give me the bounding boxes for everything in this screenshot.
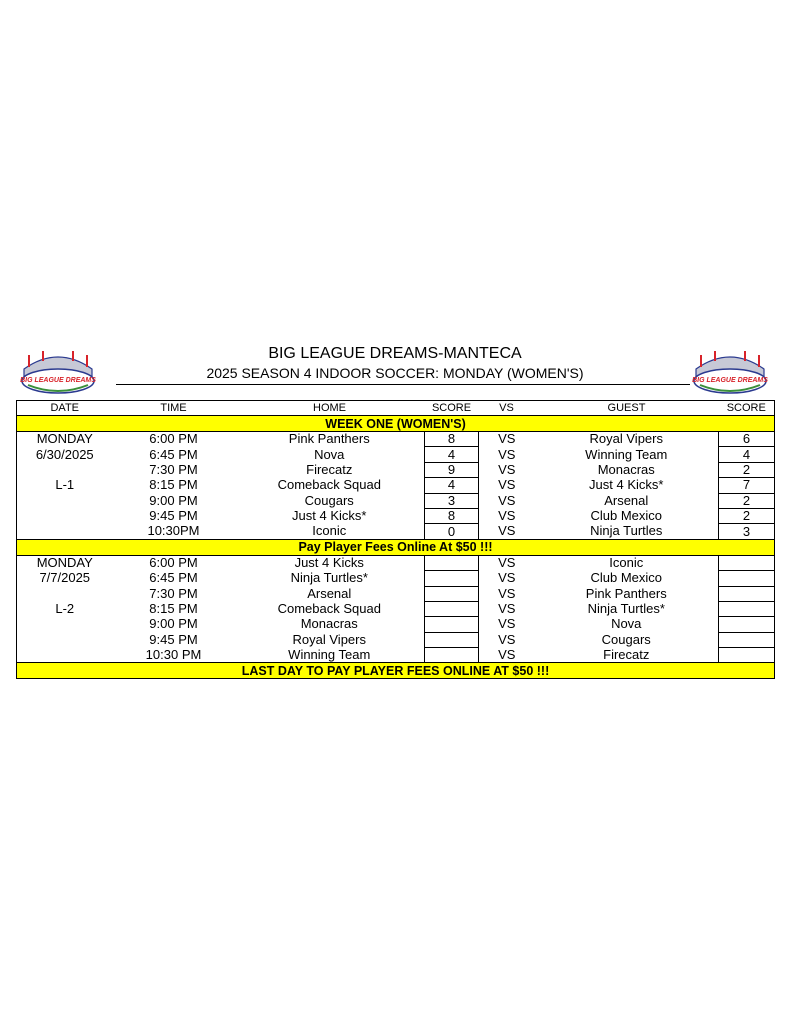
table-row xyxy=(17,555,775,570)
guest-team-cell: Cougars xyxy=(601,632,651,647)
versus-cell: VS xyxy=(498,555,516,571)
column-header-time: TIME xyxy=(113,401,235,416)
versus-cell: VS xyxy=(498,508,516,524)
home-score-cell xyxy=(425,601,479,616)
match-time-cell: 9:45 PM xyxy=(149,508,198,524)
schedule-header xyxy=(16,345,774,400)
column-header-guest-score: SCORE xyxy=(719,401,775,416)
guest-team-cell: Club Mexico xyxy=(590,570,663,586)
guest-score-cell xyxy=(719,586,775,601)
guest-score-cell: 4 xyxy=(719,447,775,462)
table-row xyxy=(17,617,775,632)
match-time-cell: 10:30 PM xyxy=(145,647,202,663)
table-row xyxy=(17,432,775,447)
home-score-cell: 8 xyxy=(425,432,479,447)
banner-row xyxy=(17,416,775,432)
page-title: BIG LEAGUE DREAMS-MANTECA xyxy=(268,345,522,362)
home-score-cell xyxy=(425,632,479,647)
table-row xyxy=(17,648,775,663)
banner-text: WEEK ONE (WOMEN'S) xyxy=(17,416,775,432)
match-time-cell: 9:00 PM xyxy=(149,616,198,632)
guest-score-cell xyxy=(719,555,775,570)
versus-cell: VS xyxy=(498,462,516,477)
guest-score-cell xyxy=(719,571,775,586)
guest-team-cell: Ninja Turtles xyxy=(590,523,663,539)
table-row xyxy=(17,524,775,539)
guest-score-cell xyxy=(719,648,775,663)
versus-cell: VS xyxy=(498,570,516,586)
guest-team-cell: Pink Panthers xyxy=(585,586,667,601)
column-header-home-score: SCORE xyxy=(425,401,479,416)
match-time-cell: 6:45 PM xyxy=(149,446,198,462)
home-score-cell: 4 xyxy=(425,478,479,493)
match-date-cell: 7/7/2025 xyxy=(39,570,91,586)
match-time-cell: 6:00 PM xyxy=(149,555,198,571)
table-row xyxy=(17,601,775,616)
home-team-cell: Arsenal xyxy=(307,586,352,601)
home-score-cell: 8 xyxy=(425,508,479,523)
match-time-cell: 8:15 PM xyxy=(149,477,198,493)
page-subtitle: 2025 SEASON 4 INDOOR SOCCER: MONDAY (WOMEN'S) xyxy=(206,365,584,381)
home-score-cell: 9 xyxy=(425,462,479,477)
versus-cell: VS xyxy=(498,647,516,663)
home-team-cell: Nova xyxy=(314,446,345,462)
match-date-cell: MONDAY xyxy=(36,431,93,447)
guest-score-cell: 3 xyxy=(719,524,775,539)
versus-cell: VS xyxy=(498,431,516,447)
guest-team-cell: Winning Team xyxy=(585,446,668,462)
home-team-cell: Pink Panthers xyxy=(288,431,370,447)
table-row xyxy=(17,508,775,523)
column-header-date: DATE xyxy=(17,401,113,416)
match-date-cell: L-1 xyxy=(55,477,75,493)
column-header-vs: VS xyxy=(479,401,535,416)
versus-cell: VS xyxy=(498,493,516,508)
match-time-cell: 6:45 PM xyxy=(149,570,198,586)
versus-cell: VS xyxy=(498,616,516,632)
table-row xyxy=(17,478,775,493)
schedule-sheet xyxy=(16,345,774,679)
guest-team-cell: Just 4 Kicks* xyxy=(589,477,664,493)
match-date-cell xyxy=(17,586,113,601)
match-time-cell: 7:30 PM xyxy=(149,586,198,601)
versus-cell: VS xyxy=(498,632,516,647)
guest-score-cell: 2 xyxy=(719,462,775,477)
guest-team-cell: Ninja Turtles* xyxy=(587,601,665,617)
match-date-cell: MONDAY xyxy=(36,555,93,571)
home-team-cell: Just 4 Kicks xyxy=(294,555,364,571)
guest-team-cell: Club Mexico xyxy=(590,508,663,524)
guest-team-cell: Monacras xyxy=(597,462,655,477)
versus-cell: VS xyxy=(498,523,516,539)
guest-score-cell xyxy=(719,632,775,647)
guest-score-cell: 7 xyxy=(719,478,775,493)
schedule-table xyxy=(16,400,775,679)
guest-score-cell: 2 xyxy=(719,493,775,508)
home-team-cell: Firecatz xyxy=(306,462,353,477)
match-date-cell: L-2 xyxy=(55,601,75,617)
home-team-cell: Ninja Turtles* xyxy=(290,570,368,586)
home-score-cell xyxy=(425,586,479,601)
match-date-cell xyxy=(17,617,113,632)
home-score-cell: 3 xyxy=(425,493,479,508)
guest-score-cell xyxy=(719,601,775,616)
home-score-cell xyxy=(425,648,479,663)
match-date-cell xyxy=(17,524,113,539)
guest-team-cell: Iconic xyxy=(609,555,644,571)
banner-text: Pay Player Fees Online At $50 !!! xyxy=(17,539,775,555)
table-row xyxy=(17,586,775,601)
logo-text: BIG LEAGUE DREAMS xyxy=(692,377,768,384)
match-time-cell: 8:15 PM xyxy=(149,601,198,617)
home-team-cell: Winning Team xyxy=(288,647,371,663)
versus-cell: VS xyxy=(498,601,516,617)
column-header-home: HOME xyxy=(235,401,425,416)
home-team-cell: Cougars xyxy=(304,493,354,508)
guest-score-cell: 2 xyxy=(719,508,775,523)
match-time-cell: 9:45 PM xyxy=(149,632,198,647)
match-time-cell: 10:30PM xyxy=(147,523,200,539)
guest-score-cell: 6 xyxy=(719,432,775,447)
home-score-cell xyxy=(425,571,479,586)
footer-banner-row xyxy=(17,663,775,679)
match-date-cell xyxy=(17,508,113,523)
match-date-cell: 6/30/2025 xyxy=(35,446,94,462)
home-team-cell: Iconic xyxy=(312,523,347,539)
match-date-cell xyxy=(17,648,113,663)
match-date-cell xyxy=(17,632,113,647)
match-time-cell: 7:30 PM xyxy=(149,462,198,477)
match-time-cell: 9:00 PM xyxy=(149,493,198,508)
footer-banner-text: LAST DAY TO PAY PLAYER FEES ONLINE AT $50 !!! xyxy=(17,663,775,679)
versus-cell: VS xyxy=(498,586,516,601)
versus-cell: VS xyxy=(498,446,516,462)
guest-team-cell: Royal Vipers xyxy=(589,431,663,447)
header-divider xyxy=(116,384,690,385)
table-row xyxy=(17,632,775,647)
home-score-cell: 0 xyxy=(425,524,479,539)
home-score-cell xyxy=(425,617,479,632)
logo-text: BIG LEAGUE DREAMS xyxy=(20,377,96,384)
guest-team-cell: Nova xyxy=(611,616,642,632)
match-date-cell xyxy=(17,462,113,477)
table-row xyxy=(17,571,775,586)
match-date-cell xyxy=(17,493,113,508)
column-header-row xyxy=(17,401,775,416)
home-team-cell: Monacras xyxy=(300,616,358,632)
home-score-cell: 4 xyxy=(425,447,479,462)
guest-team-cell: Firecatz xyxy=(603,647,650,663)
banner-row xyxy=(17,539,775,555)
column-header-guest: GUEST xyxy=(535,401,719,416)
home-team-cell: Royal Vipers xyxy=(292,632,366,647)
home-score-cell xyxy=(425,555,479,570)
home-team-cell: Just 4 Kicks* xyxy=(292,508,367,524)
big-league-dreams-logo xyxy=(690,347,770,395)
table-row xyxy=(17,493,775,508)
table-row xyxy=(17,462,775,477)
versus-cell: VS xyxy=(498,477,516,493)
guest-team-cell: Arsenal xyxy=(604,493,649,508)
home-team-cell: Comeback Squad xyxy=(277,477,381,493)
match-time-cell: 6:00 PM xyxy=(149,431,198,447)
table-row xyxy=(17,447,775,462)
guest-score-cell xyxy=(719,617,775,632)
home-team-cell: Comeback Squad xyxy=(277,601,381,617)
